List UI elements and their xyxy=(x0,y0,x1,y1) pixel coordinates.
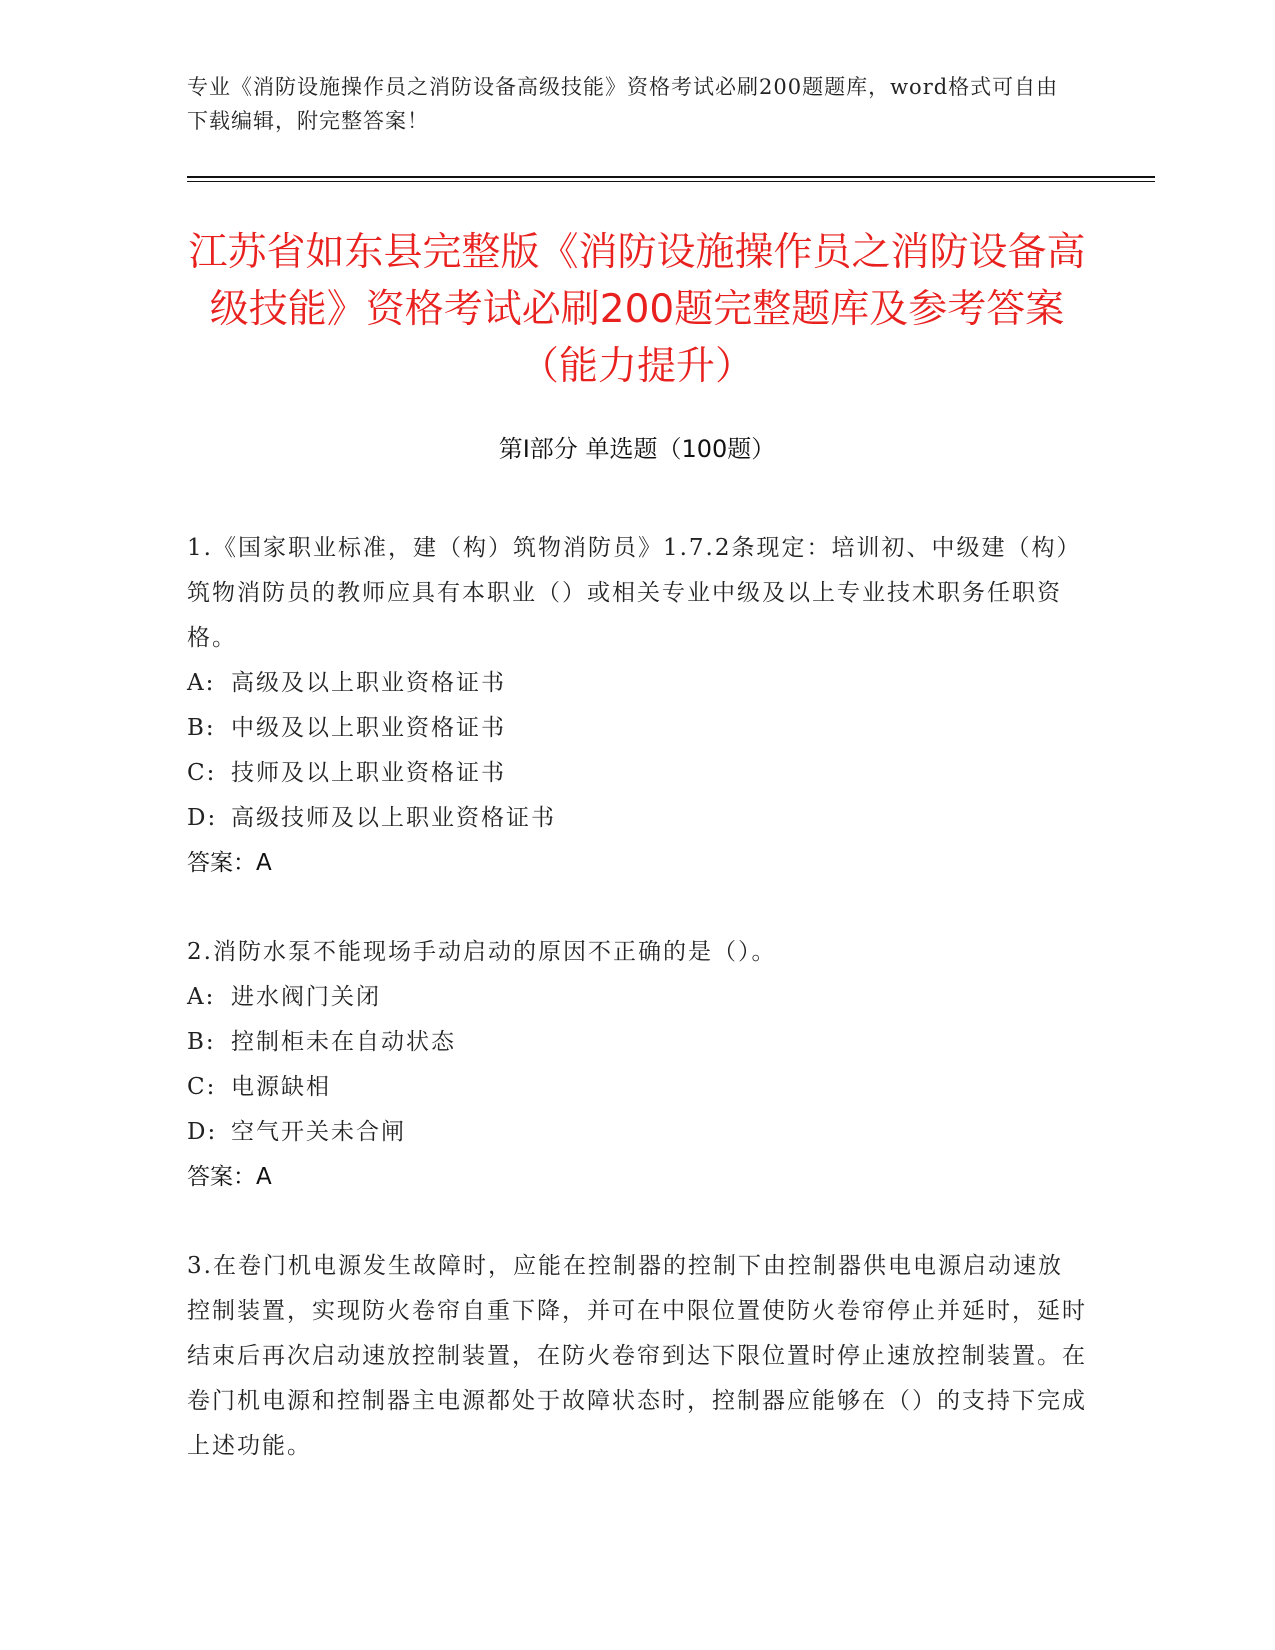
option-key: D: xyxy=(187,1119,218,1145)
question-stem: 2.消防水泵不能现场手动启动的原因不正确的是（）。 xyxy=(187,939,777,965)
header-rule-thin xyxy=(187,181,1155,182)
option-text: 技师及以上职业资格证书 xyxy=(231,760,506,786)
option-key: D: xyxy=(187,805,218,831)
header-note: 专业《消防设施操作员之消防设备高级技能》资格考试必刷200题题库，word格式可自由下载编辑，附完整答案！ xyxy=(187,75,1059,133)
question-2 xyxy=(187,930,1087,1200)
option-b xyxy=(187,1020,1087,1065)
option-b xyxy=(187,706,1087,751)
option-d xyxy=(187,1110,1087,1155)
option-c xyxy=(187,1065,1087,1110)
option-key: A: xyxy=(187,984,216,1010)
question-stem: 1.《国家职业标准，建（构）筑物消防员》1.7.2条现定：培训初、中级建（构）筑物消防员的教师应具有本职业（）或相关专业中级及以上专业技术职务任职资格。 xyxy=(187,535,1082,651)
option-a xyxy=(187,975,1087,1020)
question-3 xyxy=(187,1244,1087,1469)
option-key: A: xyxy=(187,670,216,696)
option-d xyxy=(187,796,1087,841)
option-key: B: xyxy=(187,1029,216,1055)
option-key: B: xyxy=(187,715,216,741)
question-stem: 3.在卷门机电源发生故障时，应能在控制器的控制下由控制器供电电源启动速放控制装置，实现防火卷帘自重下降，并可在中限位置使防火卷帘停止并延时，延时结束后再次启动速放控制装置，在防火卷帘到达下限位置时停止速放控制装置。在卷门机电源和控制器主电源都处于故障状态时，控制器应能够在（）的支持下完成上述功能。 xyxy=(187,1253,1087,1459)
answer-line: 答案：A xyxy=(187,850,272,876)
header-rule-thick xyxy=(187,176,1155,178)
answer-line: 答案：A xyxy=(187,1164,272,1190)
option-text: 电源缺相 xyxy=(231,1074,331,1100)
option-text: 中级及以上职业资格证书 xyxy=(231,715,506,741)
question-1 xyxy=(187,526,1087,886)
document-title: 江苏省如东县完整版《消防设施操作员之消防设备高级技能》资格考试必刷200题完整题库及参考答案（能力提升） xyxy=(188,230,1086,389)
question-list xyxy=(187,526,1087,1513)
option-text: 控制柜未在自动状态 xyxy=(231,1029,456,1055)
option-key: C: xyxy=(187,1074,217,1100)
option-a xyxy=(187,661,1087,706)
option-text: 高级技师及以上职业资格证书 xyxy=(231,805,556,831)
option-text: 空气开关未合闸 xyxy=(231,1119,406,1145)
section-title: 第I部分 单选题（100题） xyxy=(498,435,776,463)
option-c xyxy=(187,751,1087,796)
option-key: C: xyxy=(187,760,217,786)
option-text: 进水阀门关闭 xyxy=(231,984,381,1010)
option-text: 高级及以上职业资格证书 xyxy=(231,670,506,696)
